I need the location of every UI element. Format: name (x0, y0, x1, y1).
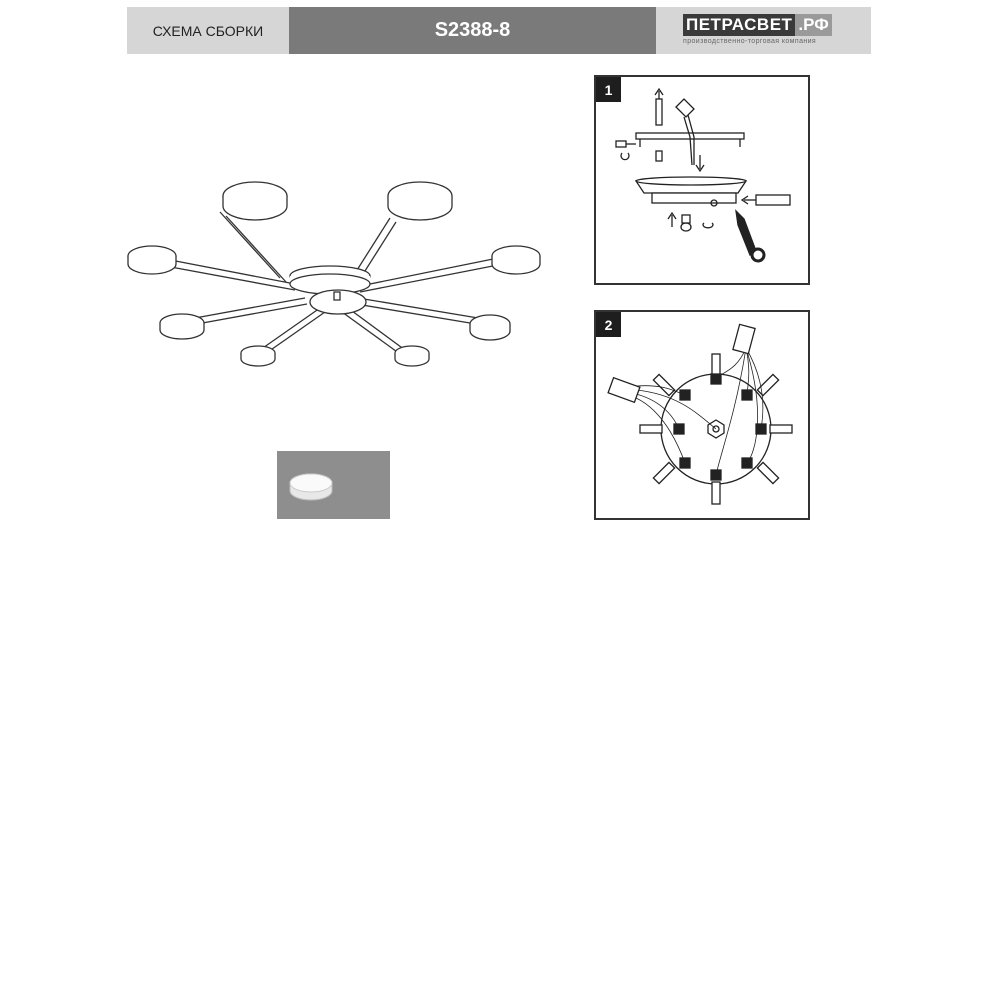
brand-logo (656, 7, 871, 54)
disc-sample-icon (277, 451, 390, 519)
section-label: СХЕМА СБОРКИ (127, 7, 289, 54)
wiring-diagram (596, 312, 808, 518)
step-number-1: 1 (596, 77, 621, 102)
logo-main-text: ПЕТРАСВЕТ (683, 14, 795, 36)
logo-tagline: производственно-торговая компания (683, 38, 817, 45)
logo-wordmark (683, 14, 832, 36)
model-number: S2388-8 (289, 7, 656, 54)
logo-suffix-text: .РФ (795, 14, 831, 36)
mounting-diagram (596, 77, 808, 283)
chandelier-illustration (120, 170, 560, 380)
step-number-2: 2 (596, 312, 621, 337)
finish-swatch (277, 451, 390, 519)
assembly-step-1 (594, 75, 810, 285)
header-bar (127, 7, 871, 54)
assembly-step-2 (594, 310, 810, 520)
